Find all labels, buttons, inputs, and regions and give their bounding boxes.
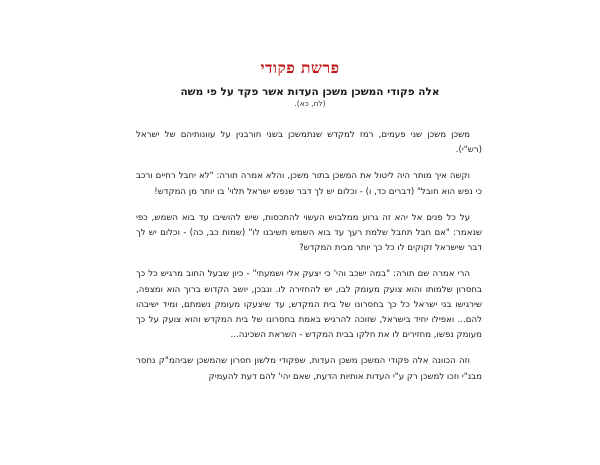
paragraph: וקשה איך מותר היה ליטול את המשכן בתור משכן, והלא אמרה תורה: "לא יחבל רחיים ורכב כי נפש הוא חובל" (דברים כד, ו) - וכלום יש לך דבר שנפש ישראל תלוי' בו יותר מן המקדש!	[136, 171, 482, 197]
verse-source: (לח, כא).	[294, 99, 326, 108]
body-text	[136, 128, 482, 396]
paragraph: משכן משכן שני פעמים, רמז למקדש שנתמשכן בשני חורבנין על עוונותיהם של ישראל (רש"י).	[136, 130, 482, 156]
paragraph: הרי אמרה שם תורה: "במה ישכב והי' כי יצעק אלי ושמעתי" - כיון שבעל החוב מרגיש כל כך בחסרון שלמותו והוא צועק מעומק לבו, יש להחזירה לו. ונבכן, יושב הקדוש ברוך הוא ומצפה, שירגישו בני ישראל כל כך בחסרונו של בית המקדש, עד שיצעקו מעומק נשמתם, ומיד ישיבהו להם... ואפילו יחיד בישראל, שזוכה להרגיש באמת בחסרונו של בית המקדש והוא צועק על כך מעומק נפשו, מחזירים לו את חלקו בבית המקדש - השראת השכינה...	[136, 269, 482, 341]
page-title: פרשת פקודי	[260, 58, 340, 77]
paragraph: על כל פנים אל יהא זה גרוע ממלבוש העשוי להתכסות, שיש להושיבו עד בוא השמש, כפי שנאמר: "אם חבל תחבל שלמת רעך עד בוא השמש תשיבנו לו" (שמות כב, כה) - וכלום יש לך דבר שישראל זקוקים לו כל כך יותר מבית המקדש?	[136, 212, 482, 254]
paragraph: וזה הכוונה אלה פקודי המשכן משכן העדות, שפקודי מלשון חסרון שהמשכן שביהמ"ק נחסר מבנ"י וזכו למשכן רק ע"י העדות אותיות הדעת, שאם יהי' להם דעת להעמיק	[136, 356, 482, 382]
verse-heading: אלה פקודי המשכן משכן העדות אשר פקד על פי משה	[180, 86, 440, 98]
